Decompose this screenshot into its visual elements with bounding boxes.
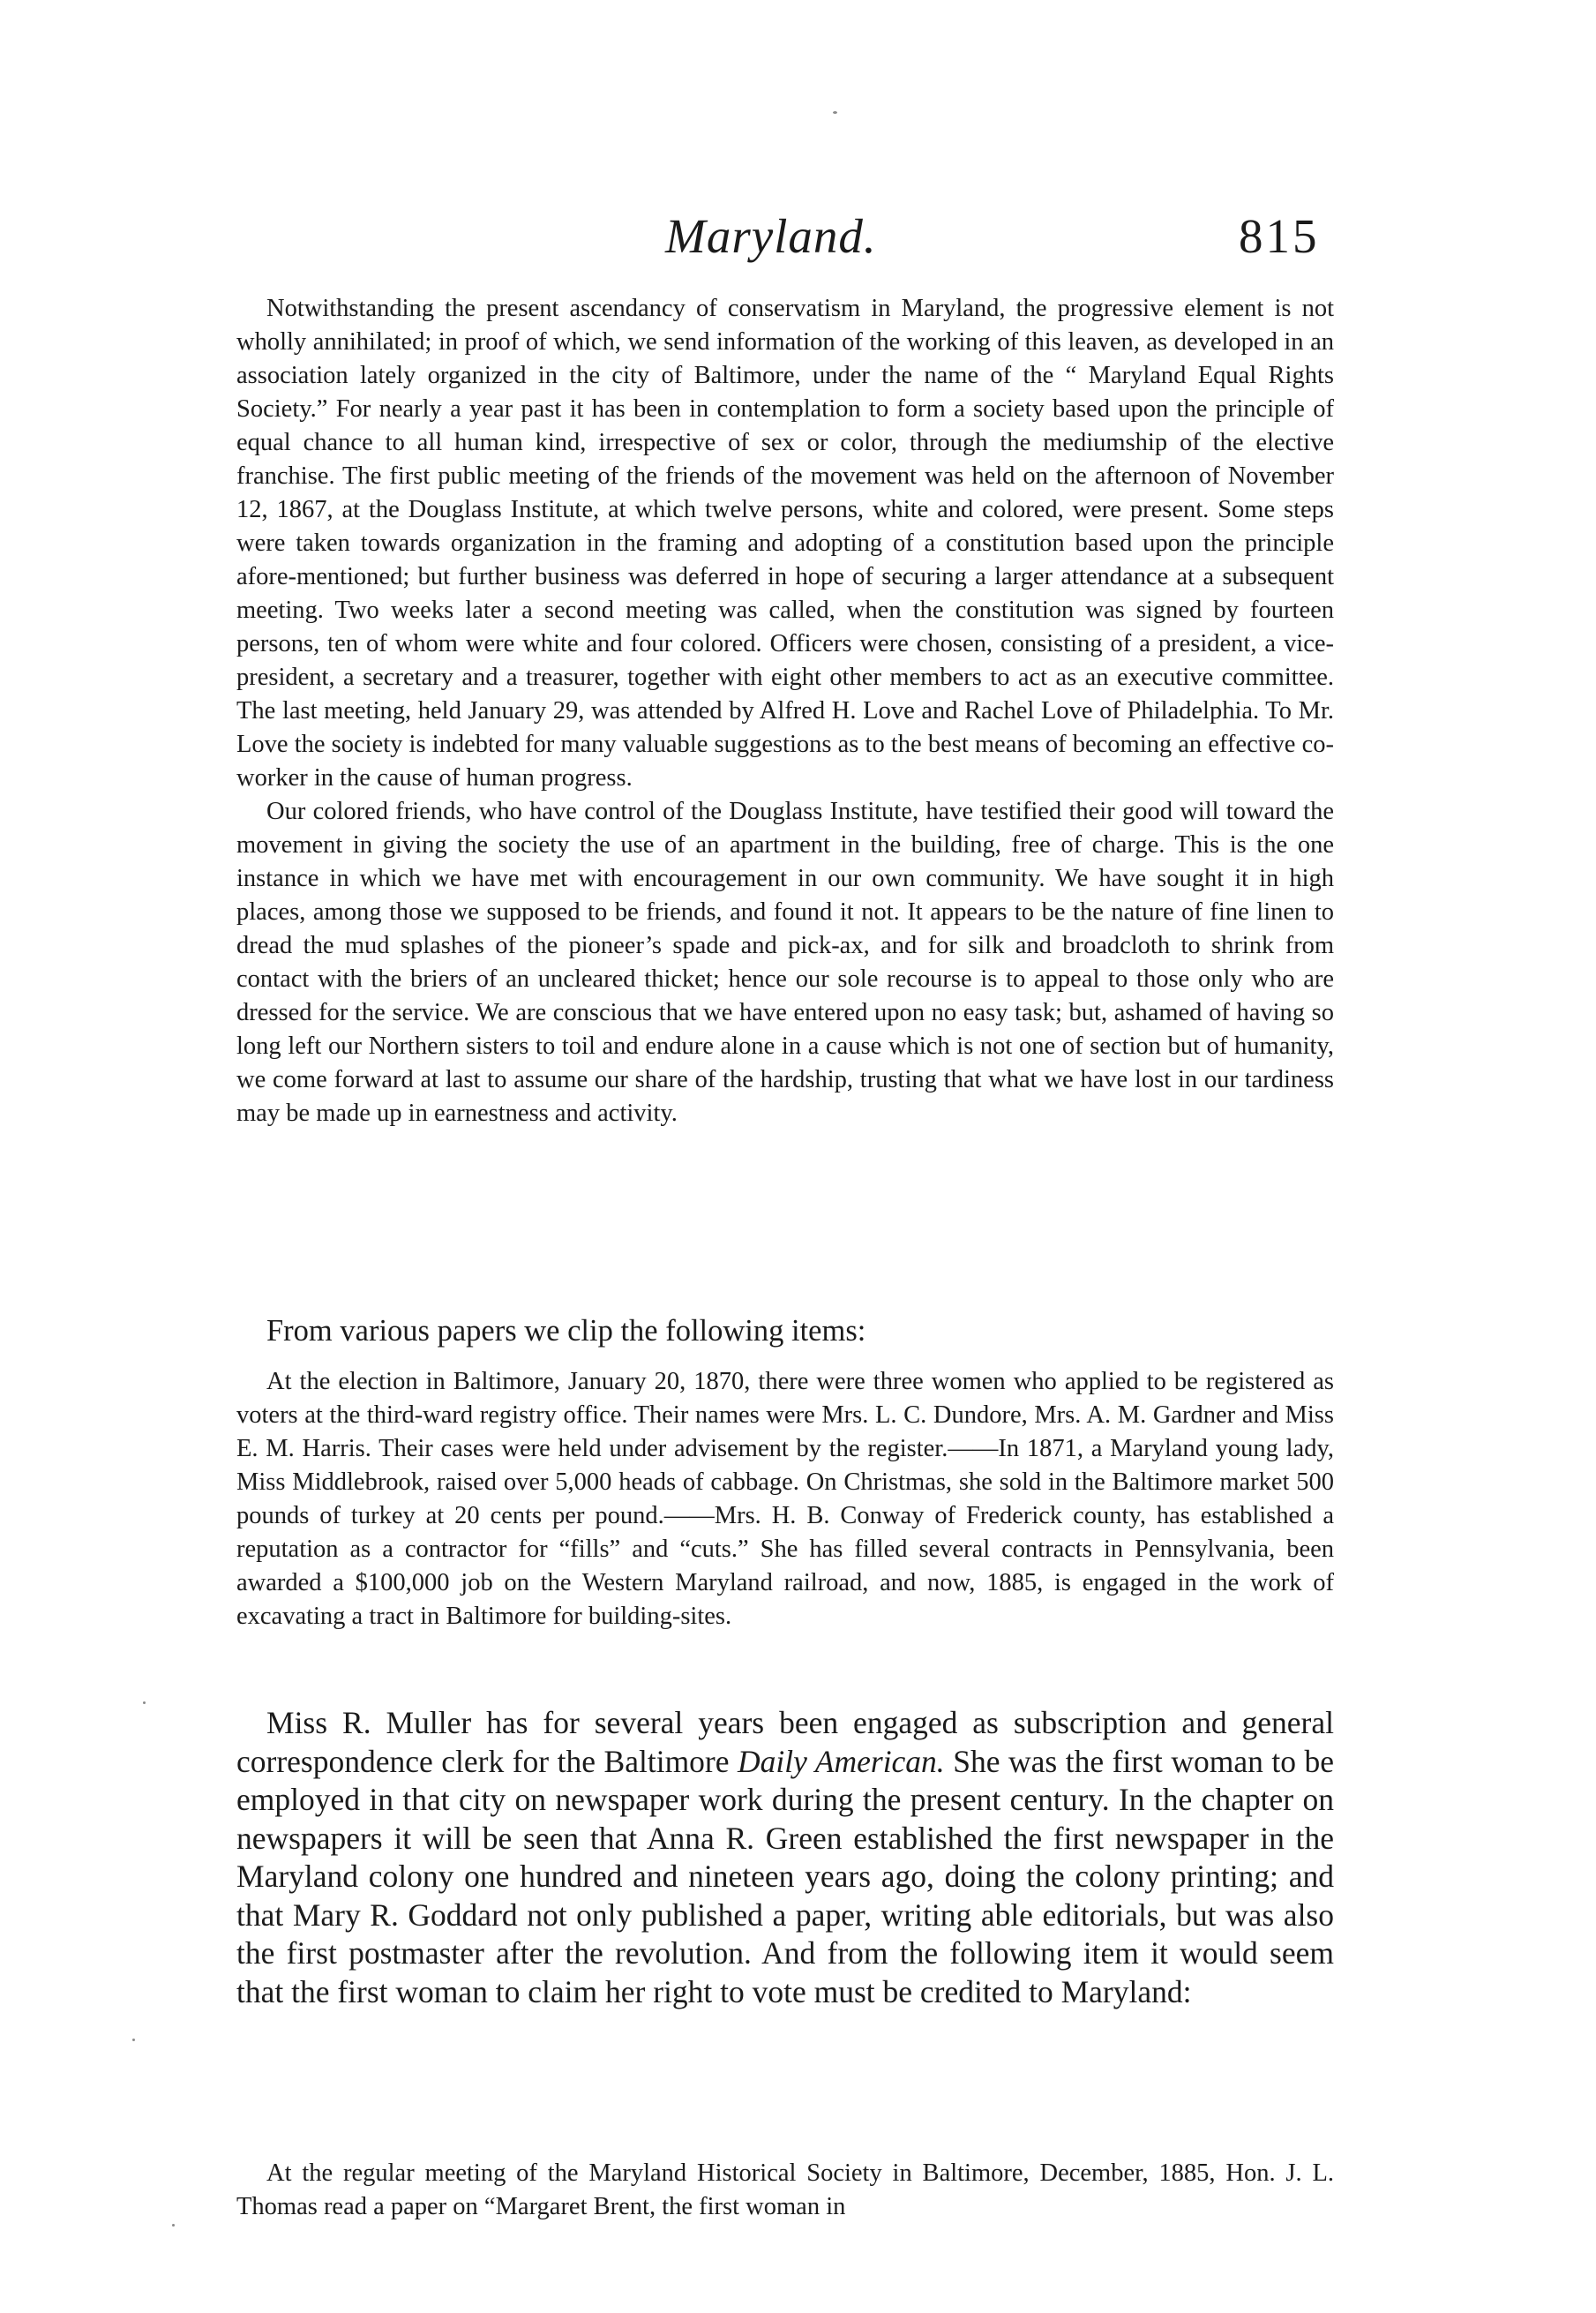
paragraph [236,1704,1334,2011]
paragraph: At the regular meeting of the Maryland Historical Society in Baltimore, December, 1885, Hon. J. L. Thomas read a paper on “Margaret Brent, the first woman in [236,2159,1334,2220]
item-separator: —— [948,1435,999,1462]
print-speck [143,1701,146,1704]
body-text [236,1704,1334,2011]
extract-historical-society [236,2157,1334,2224]
running-head [0,208,1596,270]
paragraph: Our colored friends, who have control of the Douglass Institute, have testified their good will toward the movement in giving the society the use of an apartment in the building, free of charge. This is the one instance in which we have met with encouragement in our own community. We have sought it in high places, among those we supposed to be friends, and found it not. It appears to be the nature of fine linen to dread the mud splashes of the pioneer’s spade and pick-ax, and for silk and broadcloth to shrink from contact with the briers of an uncleared thicket; hence our sole recourse is to appeal to those only who are dressed for the service. We are conscious that we have entered upon no easy task; but, ashamed of having so long left our Northern sisters to toil and endure alone in a cause which is not one of section but of humanity, we come forward at last to assume our share of the hardship, trusting that what we have lost in our tardiness may be made up in earnestness and activity. [236,798,1334,1127]
clip-intro: From various papers we clip the following items: [266,1314,866,1348]
paragraph [236,1365,1334,1633]
page-number: 815 [1239,209,1320,263]
news-item: Mrs. H. B. Conway of Frederick county, has established a reputation as a contractor for “fills” and “cuts.” She has filled several contracts in Pennsylvania, been awarded a $100,000 job on the Western Maryland railroad, and now, 1885, is engaged in the work of excavating a tract in Baltimore for building-sites. [236,1502,1334,1630]
text-run: She was the first woman to be employed in that city on newspaper work during the present century. In the chapter on newspapers it will be seen that Anna R. Green established the first newspaper in the Maryland colony one hundred and nineteen years ago, doing the colony printing; and that Mary R. Goddard not only published a paper, writing able editorials, but was also the first postmaster after the revolution. And from the following item it would seem that the first woman to claim her right to vote must be credited to Maryland: [236,1743,1334,2009]
print-speck [172,2224,175,2227]
print-speck [132,2039,135,2041]
news-item: In 1871, a Maryland young lady, Miss Middlebrook, raised over 5,000 heads of cabbage. On Christmas, she sold in the Baltimore market 500 pounds of turkey at 20 cents per pound. [236,1435,1334,1529]
extract-equal-rights-society [236,292,1334,1130]
print-speck [833,111,837,114]
news-item: At the election in Baltimore, January 20, 1870, there were three women who applied to be registered as voters at the third-ward registry office. Their names were Mrs. L. C. Dundore, Mrs. A. M. Gardner and Miss E. M. Harris. Their cases were held under advisement by the register. [236,1368,1334,1462]
paragraph: Notwithstanding the present ascendancy of conservatism in Maryland, the progressive element is not wholly annihilated; in proof of which, we send information of the working of this leaven, as developed in an association lately organized in the city of Baltimore, under the name of the “ Maryland Equal Rights Society.” For nearly a year past it has been in contemplation to form a society based upon the principle of equal chance to all human kind, irrespective of sex or color, through the mediumship of the elective franchise. The first public meeting of the friends of the movement was held on the afternoon of November 12, 1867, at the Douglass Institute, at which twelve persons, white and colored, were present. Some steps were taken towards organization in the framing and adopting of a constitution based upon the principle afore-mentioned; but further business was deferred in hope of securing a larger attendance at a subsequent meeting. Two weeks later a second meeting was called, when the constitution was signed by fourteen persons, ten of whom were white and four colored. Officers were chosen, consisting of a president, a vice-president, a secretary and a treasurer, together with eight other members to act as an executive committee. The last meeting, held January 29, was attended by Alfred H. Love and Rachel Love of Philadelphia. To Mr. Love the society is indebted for many valuable suggestions as to the best means of becoming an effective co-worker in the cause of human progress. [236,295,1334,792]
text-run: Miss R. Muller has for several years been engaged as subscription and general correspondence clerk for the Baltimore [236,1705,1334,1779]
clip-intro-line [236,1312,1334,1349]
running-title: Maryland. [665,209,877,263]
newspaper-name: Daily American. [738,1743,945,1779]
extract-news-items [236,1365,1334,1633]
item-separator: —— [663,1502,715,1529]
